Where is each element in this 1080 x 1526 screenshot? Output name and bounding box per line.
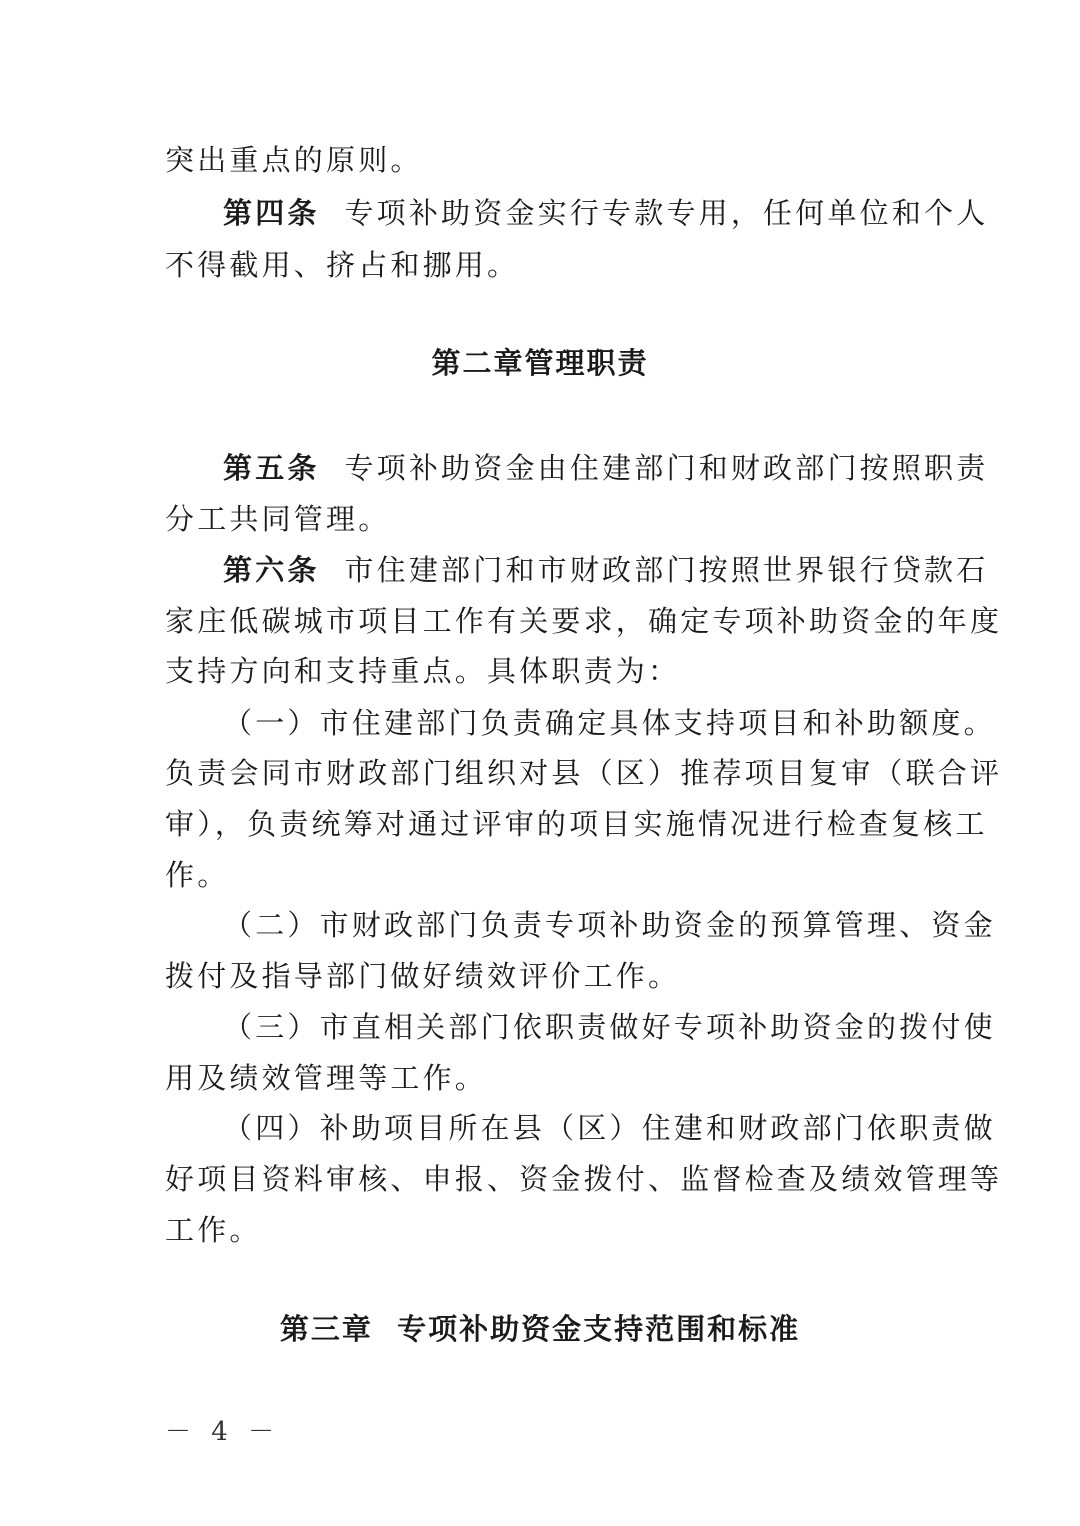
item-4-line-2: 好项目资料审核、申报、资金拨付、监督检查及绩效管理等 [165, 1162, 1003, 1196]
article-6-line-2: 家庄低碳城市项目工作有关要求，确定专项补助资金的年度 [165, 604, 1003, 638]
article-6-line [223, 550, 989, 590]
item-4-line-3: 工作。 [165, 1213, 262, 1247]
article-5-text: 专项补助资金由住建部门和财政部门按照职责 [344, 451, 989, 485]
item-1-line-1: （一）市住建部门负责确定具体支持项目和补助额度。 [223, 706, 996, 740]
page-number: － 4 － [165, 1417, 281, 1447]
paragraph-line: 突出重点的原则。 [165, 143, 423, 177]
item-3-line-1: （三）市直相关部门依职责做好专项补助资金的拨付使 [223, 1010, 996, 1044]
article-4-line [223, 193, 989, 233]
chapter-3-heading: 第三章 专项补助资金支持范围和标准 [279, 1312, 801, 1346]
article-6-label: 第六条 [223, 553, 320, 587]
article-6-line-3: 支持方向和支持重点。具体职责为： [165, 654, 681, 688]
item-1-line-4: 作。 [165, 858, 230, 892]
item-3-line-2: 用及绩效管理等工作。 [165, 1061, 488, 1095]
article-4-line-2: 不得截用、挤占和挪用。 [165, 248, 520, 282]
article-5-line-2: 分工共同管理。 [165, 502, 391, 536]
article-4-text: 专项补助资金实行专款专用，任何单位和个人 [344, 196, 989, 230]
article-5-line [223, 448, 989, 488]
chapter-2-heading: 第二章管理职责 [431, 346, 649, 380]
item-2-line-2: 拨付及指导部门做好绩效评价工作。 [165, 959, 681, 993]
item-2-line-1: （二）市财政部门负责专项补助资金的预算管理、资金 [223, 908, 996, 942]
item-4-line-1: （四）补助项目所在县（区）住建和财政部门依职责做 [223, 1111, 996, 1145]
item-1-line-2: 负责会同市财政部门组织对县（区）推荐项目复审（联合评 [165, 756, 1003, 790]
article-5-label: 第五条 [223, 451, 320, 485]
article-6-text: 市住建部门和市财政部门按照世界银行贷款石 [344, 553, 989, 587]
article-4-label: 第四条 [223, 196, 320, 230]
item-1-line-3: 审），负责统筹对通过评审的项目实施情况进行检查复核工 [165, 807, 988, 841]
